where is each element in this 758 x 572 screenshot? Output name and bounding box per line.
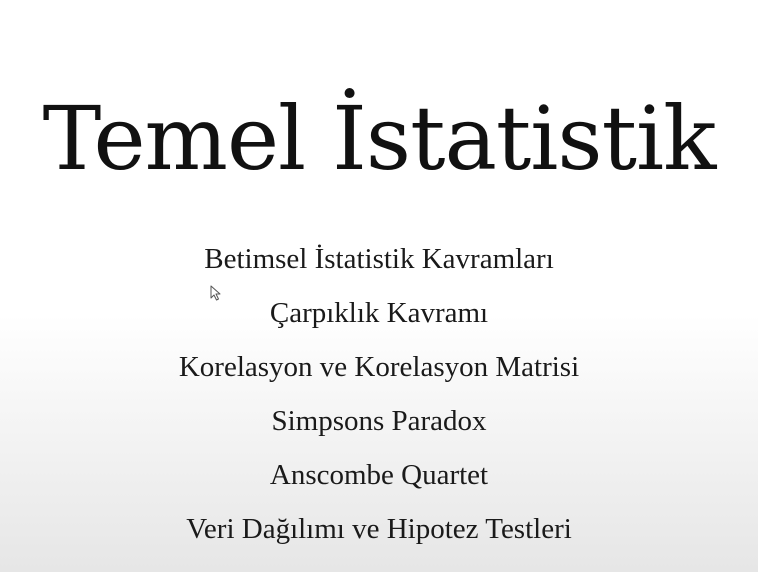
topic-item-korelasyon: Korelasyon ve Korelasyon Matrisi — [178, 351, 580, 383]
topic-item-veri-dagilimi: Veri Dağılımı ve Hipotez Testleri — [186, 513, 572, 545]
topic-item-anscombe-quartet: Anscombe Quartet — [269, 459, 489, 491]
topic-list — [0, 238, 758, 562]
slide-title: Temel İstatistik — [42, 86, 716, 190]
topic-item-betimsel-istatistik: Betimsel İstatistik Kavramları — [204, 243, 554, 275]
topic-item-simpsons-paradox: Simpsons Paradox — [271, 405, 487, 437]
topic-item-carpiklik: Çarpıklık Kavramı — [269, 297, 489, 329]
mouse-pointer-icon — [210, 285, 222, 301]
